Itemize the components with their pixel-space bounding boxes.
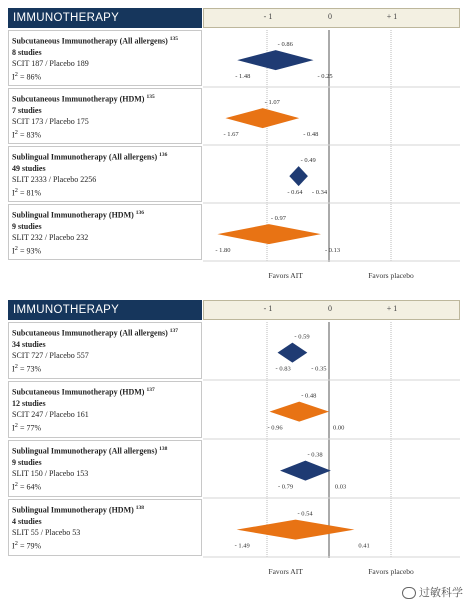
estimate-label: - 0.48 <box>301 392 317 400</box>
forest-plot-area <box>203 30 460 300</box>
study-title: Subcutaneous Immunotherapy (All allergens) <box>12 328 168 338</box>
favors-placebo-label: Favors placebo <box>368 567 414 576</box>
study-name <box>12 503 198 516</box>
study-name <box>12 92 198 105</box>
effect-diamond <box>278 343 308 363</box>
group-sizes: SCIT 247 / Placebo 161 <box>12 409 89 419</box>
forest-plot-area <box>203 322 460 584</box>
lower-ci-label: - 1.80 <box>215 247 231 255</box>
effect-diamond <box>225 108 299 128</box>
i2-value: = 73% <box>20 364 42 374</box>
lower-ci-label: - 0.96 <box>267 424 283 432</box>
forest-svg <box>203 30 460 300</box>
study-row <box>8 30 202 86</box>
heterogeneity: $I^2 = 81\%$ <box>12 186 42 198</box>
upper-ci-label: - 0.25 <box>317 73 333 81</box>
lower-ci-label: - 0.83 <box>275 365 291 373</box>
favors-ait-label: Favors AIT <box>268 567 303 576</box>
lower-ci-label: - 1.48 <box>235 73 251 81</box>
study-name <box>12 326 198 339</box>
i2-value: = 93% <box>20 246 42 256</box>
reference-number: 138 <box>135 505 145 511</box>
study-count: 12 studies <box>12 398 46 408</box>
study-row <box>8 499 202 556</box>
lower-ci-label: - 1.49 <box>234 542 250 550</box>
effect-diamond <box>217 224 321 244</box>
heterogeneity: $I^2 = 93\%$ <box>12 244 42 256</box>
panel-title: IMMUNOTHERAPY <box>8 8 202 28</box>
effect-diamond <box>237 50 313 70</box>
study-name <box>12 444 198 457</box>
upper-ci-label: - 0.13 <box>324 247 341 255</box>
heterogeneity: $I^2 = 73\%$ <box>12 362 42 374</box>
group-sizes: SCIT 187 / Placebo 189 <box>12 58 89 68</box>
group-sizes: SLIT 232 / Placebo 232 <box>12 232 89 242</box>
watermark <box>402 584 463 600</box>
reference-number: 138 <box>159 446 168 452</box>
x-tick-label: 0 <box>328 12 332 21</box>
watermark-text: 过敏科学 <box>419 586 463 599</box>
panel-header <box>8 300 460 320</box>
study-title: Sublingual Immunotherapy (All allergens) <box>12 446 158 456</box>
study-row <box>8 322 202 379</box>
effect-diamond <box>289 166 308 186</box>
x-tick-label: - 1 <box>263 304 273 313</box>
axis-header <box>203 300 460 320</box>
upper-ci-label: - 0.48 <box>303 131 319 139</box>
study-count: 7 studies <box>12 105 42 115</box>
study-title: Subcutaneous Immunotherapy (HDM) <box>12 94 145 104</box>
x-tick-label: - 1 <box>263 12 273 21</box>
reference-number: 137 <box>146 387 155 393</box>
study-name <box>12 208 198 221</box>
lower-ci-label: - 1.67 <box>223 131 239 139</box>
study-count: 8 studies <box>12 47 42 57</box>
forest-panel-bottom <box>8 300 460 596</box>
group-sizes: SLIT 150 / Placebo 153 <box>12 468 89 478</box>
study-count: 34 studies <box>12 339 46 349</box>
effect-diamond <box>269 402 329 422</box>
group-sizes: SLIT 55 / Placebo 53 <box>12 527 81 537</box>
i2-value: = 77% <box>20 423 42 433</box>
effect-diamond <box>280 461 331 481</box>
i2-value: = 64% <box>20 482 42 492</box>
estimate-label: - 1.07 <box>264 99 280 107</box>
study-count: 49 studies <box>12 163 46 173</box>
group-sizes: SLIT 2333 / Placebo 2256 <box>12 174 97 184</box>
x-tick-label: 0 <box>328 304 332 313</box>
study-count: 9 studies <box>12 457 42 467</box>
reference-number: 136 <box>159 152 168 158</box>
upper-ci-label: - 0.34 <box>311 189 328 197</box>
estimate-label: - 0.49 <box>300 157 316 165</box>
reference-number: 135 <box>146 94 155 100</box>
study-title: Sublingual Immunotherapy (HDM) <box>12 210 134 220</box>
study-title: Subcutaneous Immunotherapy (HDM) <box>12 387 145 397</box>
study-row <box>8 381 202 438</box>
study-title: Sublingual Immunotherapy (All allergens) <box>12 152 158 162</box>
lower-ci-label: - 0.64 <box>287 189 303 197</box>
i2-value: = 86% <box>20 72 42 82</box>
study-title: Sublingual Immunotherapy (HDM) <box>12 505 134 515</box>
heterogeneity: $I^2 = 86\%$ <box>12 70 42 82</box>
i2-value: = 79% <box>20 541 42 551</box>
x-tick-label: + 1 <box>386 304 398 313</box>
upper-ci-label: 0.03 <box>334 483 347 491</box>
wechat-icon <box>402 587 416 599</box>
estimate-label: - 0.59 <box>294 333 310 341</box>
effect-diamond <box>237 520 355 540</box>
forest-svg <box>203 322 460 584</box>
study-count: 9 studies <box>12 221 42 231</box>
study-row <box>8 146 202 202</box>
heterogeneity: $I^2 = 83\%$ <box>12 128 42 140</box>
study-name <box>12 34 198 47</box>
upper-ci-label: 0.00 <box>333 424 345 432</box>
estimate-label: - 0.97 <box>270 215 287 223</box>
estimate-label: - 0.86 <box>277 41 293 49</box>
axis-header <box>203 8 460 28</box>
reference-number: 136 <box>135 210 145 216</box>
study-count: 4 studies <box>12 516 42 526</box>
study-title: Subcutaneous Immunotherapy (All allergens) <box>12 36 168 46</box>
heterogeneity: $I^2 = 79\%$ <box>12 539 42 551</box>
estimate-label: - 0.38 <box>307 451 323 459</box>
forest-panel-top <box>8 8 460 293</box>
estimate-label: - 0.54 <box>297 510 313 518</box>
panel-title: IMMUNOTHERAPY <box>8 300 202 320</box>
favors-ait-label: Favors AIT <box>268 271 303 280</box>
favors-placebo-label: Favors placebo <box>368 271 414 280</box>
panel-header <box>8 8 460 28</box>
i2-value: = 81% <box>20 188 42 198</box>
study-row <box>8 88 202 144</box>
group-sizes: SCIT 173 / Placebo 175 <box>12 116 89 126</box>
study-row <box>8 204 202 260</box>
reference-number: 137 <box>169 328 179 334</box>
upper-ci-label: - 0.35 <box>311 365 327 373</box>
study-row <box>8 440 202 497</box>
study-name <box>12 385 198 398</box>
i2-value: = 83% <box>20 130 42 140</box>
lower-ci-label: - 0.79 <box>278 483 294 491</box>
heterogeneity: $I^2 = 64\%$ <box>12 480 42 492</box>
study-name <box>12 150 198 163</box>
upper-ci-label: 0.41 <box>358 542 370 550</box>
heterogeneity: $I^2 = 77\%$ <box>12 421 42 433</box>
group-sizes: SCIT 727 / Placebo 557 <box>12 350 89 360</box>
reference-number: 135 <box>169 36 179 42</box>
x-tick-label: + 1 <box>386 12 398 21</box>
